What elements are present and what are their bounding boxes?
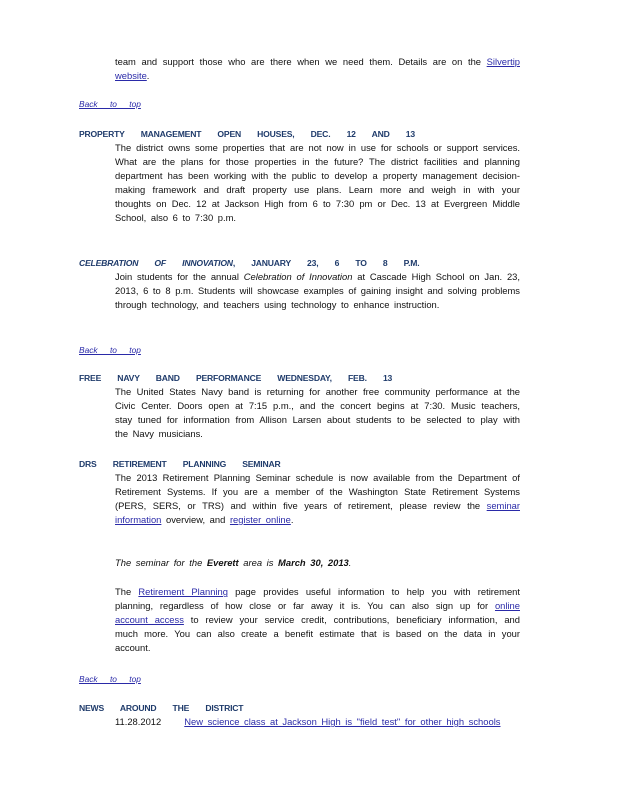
register-online-link[interactable]: register online bbox=[229, 514, 291, 525]
celebration-event-name: Celebration of Innovation bbox=[243, 271, 353, 282]
retirement-planning-link[interactable]: Retirement Planning bbox=[138, 586, 228, 597]
drs-p3-b: page provides useful information to help you with retirement planning, regardless of how close or far away it is. You can also sign up for bbox=[115, 586, 520, 611]
celebration-heading-title: CELEBRATION OF INNOVATION bbox=[79, 258, 233, 268]
drs-p2-date: March 30, 2013 bbox=[278, 557, 349, 568]
drs-paragraph-1 bbox=[115, 471, 520, 527]
seminar-information-link[interactable]: seminar information bbox=[115, 500, 520, 525]
drs-p2-e: . bbox=[348, 557, 352, 568]
news-item bbox=[115, 715, 520, 729]
property-body: The district owns some properties that are not now in use for schools or support services. What are the plans for those properties in the future? The district facilities and planning department has been working with the public to develop a property management decision-making framework and draft property use plans. Learn more and weigh in with your thoughts on Dec. 12 at Jackson High from 6 to 7:30 pm or Dec. 13 at Evergreen Middle School, also 6 to 7:30 p.m. bbox=[115, 142, 520, 223]
drs-paragraph-2 bbox=[115, 556, 520, 570]
celebration-body-b: at Cascade High School on Jan. 23, 2013, 6 to 8 p.m. Students will showcase examples of gaining insight and solving problems through technology, and teachers using technology to enhance instruction. bbox=[115, 271, 520, 310]
intro-text: team and support those who are there when we need them. Details are on the bbox=[115, 56, 487, 67]
drs-p3-a: The bbox=[115, 586, 139, 597]
back-to-top-link[interactable]: Back to top bbox=[79, 674, 141, 684]
intro-paragraph bbox=[115, 55, 520, 83]
news-heading: NEWS AROUND THE DISTRICT bbox=[79, 703, 244, 713]
drs-p1-c: . bbox=[290, 514, 294, 525]
drs-p2-c: area is bbox=[238, 557, 279, 568]
property-heading: PROPERTY MANAGEMENT OPEN HOUSES, DEC. 12 AND 13 bbox=[79, 129, 415, 139]
drs-p2-a: The seminar for the bbox=[115, 557, 207, 568]
celebration-body-a: Join students for the annual bbox=[115, 271, 244, 282]
drs-p1-b: overview, and bbox=[161, 514, 230, 525]
back-to-top-link[interactable]: Back to top bbox=[79, 99, 141, 109]
navy-heading: FREE NAVY BAND PERFORMANCE WEDNESDAY, FEB. 13 bbox=[79, 373, 393, 383]
intro-end: . bbox=[146, 70, 150, 81]
drs-p2-area: Everett bbox=[206, 557, 239, 568]
back-to-top-link[interactable]: Back to top bbox=[79, 345, 141, 355]
drs-p3-c: to review your service credit, contributions, beneficiary information, and much more. You can also create a benefit estimate that is based on the data in your account. bbox=[115, 614, 520, 653]
drs-heading: DRS RETIREMENT PLANNING SEMINAR bbox=[79, 459, 281, 469]
navy-body: The United States Navy band is returning for another free community performance at the Civic Center. Doors open at 7:15 p.m., and the concert begins at 7:30. Music teachers, stay tuned for information from Allison Larsen about students to be selected to play with the Navy musicians. bbox=[115, 386, 520, 439]
drs-p1-a: The 2013 Retirement Planning Seminar schedule is now available from the Department of Retirement Systems. If you are a member of the Washington State Retirement Systems (PERS, SERS, or TRS) and within five years of retirement, please review the bbox=[115, 472, 520, 511]
drs-paragraph-3 bbox=[115, 585, 520, 655]
news-article-link[interactable]: New science class at Jackson High is "field test" for other high schools bbox=[184, 716, 501, 727]
news-date: 11.28.2012 bbox=[115, 716, 162, 727]
silvertip-website-link[interactable]: Silvertip website bbox=[115, 56, 520, 81]
online-account-access-link[interactable]: online account access bbox=[115, 600, 520, 625]
celebration-heading-date: , JANUARY 23, 6 TO 8 P.M. bbox=[232, 258, 420, 268]
celebration-body bbox=[115, 270, 520, 312]
celebration-heading bbox=[79, 257, 519, 269]
